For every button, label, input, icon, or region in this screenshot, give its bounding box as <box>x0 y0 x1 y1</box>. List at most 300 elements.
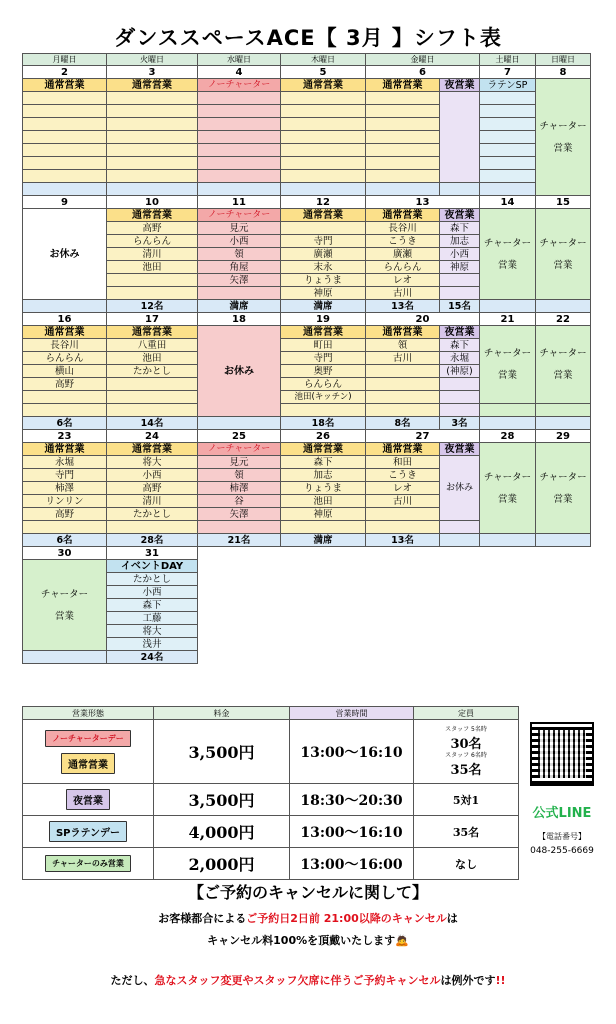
count-cell: 満席 <box>281 534 366 547</box>
count-cell: 6名 <box>23 534 107 547</box>
type-tag: 夜営業 <box>66 789 110 810</box>
shift-cell <box>281 521 366 534</box>
staff-name: 森下 <box>281 456 366 469</box>
staff-name: 和田 <box>366 456 440 469</box>
staff-name: たかとし <box>107 508 198 521</box>
staff-name: たかとし <box>107 365 198 378</box>
staff-name: 森下 <box>440 222 480 235</box>
staff-name <box>198 287 281 300</box>
day-number: 6 <box>366 66 480 79</box>
count-cell <box>536 417 591 430</box>
regular-label: 通常営業 <box>366 209 440 222</box>
staff-name: 池田(キッチン) <box>281 391 366 404</box>
rest-cell: お休み <box>198 326 281 417</box>
charter-text: 営業 <box>497 370 517 381</box>
staff-name: 小西 <box>107 469 198 482</box>
day-number: 22 <box>536 313 591 326</box>
night-label: 夜営業 <box>440 443 480 456</box>
charter-text: 営業 <box>553 142 573 154</box>
shift-cell <box>23 105 107 118</box>
shift-cell <box>198 131 281 144</box>
charter-text: 営業 <box>553 370 573 381</box>
shift-cell <box>198 157 281 170</box>
nocharter-label: ノーチャーター <box>198 443 281 456</box>
count-cell <box>23 651 107 664</box>
day-number: 18 <box>198 313 281 326</box>
count-cell: 満席 <box>281 300 366 313</box>
charter-block <box>23 560 107 651</box>
day-number: 5 <box>281 66 366 79</box>
charter-text: 営業 <box>497 493 517 505</box>
shift-cell <box>198 521 281 534</box>
charter-text: チャーター <box>539 348 587 359</box>
staff-name: 森下 <box>107 599 198 612</box>
charter-text: 営業 <box>553 259 573 271</box>
staff-name <box>440 378 480 391</box>
rate-header: 定員 <box>414 707 519 720</box>
shift-cell <box>480 92 536 105</box>
blank-area <box>198 547 591 664</box>
staff-name <box>366 391 440 404</box>
count-cell: 13名 <box>366 300 440 313</box>
charter-block <box>480 209 536 300</box>
count-cell <box>107 183 198 196</box>
charter-block <box>480 326 536 404</box>
staff-name <box>107 378 198 391</box>
night-label: 夜営業 <box>440 326 480 339</box>
shift-cell <box>107 404 198 417</box>
staff-name: 高野 <box>107 482 198 495</box>
staff-name: 古川 <box>366 287 440 300</box>
day-number: 16 <box>23 313 107 326</box>
day-number: 3 <box>107 66 198 79</box>
count-cell: 3名 <box>440 417 480 430</box>
price: 3,500円 <box>154 784 290 816</box>
rest-cell: お休み <box>440 456 480 521</box>
count-cell: 13名 <box>366 534 440 547</box>
hours: 13:00〜16:00 <box>290 848 414 880</box>
regular-label: 通常営業 <box>366 326 440 339</box>
shift-cell <box>23 521 107 534</box>
cancel-title: 【ご予約のキャンセルに関して】 <box>187 883 428 902</box>
cancel-text: は <box>446 912 458 925</box>
charter-text: チャーター <box>539 471 587 483</box>
staff-name: 横山 <box>23 365 107 378</box>
staff-name: 末永 <box>281 261 366 274</box>
cancel-highlight: 急なスタッフ変更やスタッフ欠席に伴うご予約キャンセル <box>154 974 441 987</box>
staff-name: 奥野 <box>281 365 366 378</box>
staff-name <box>107 274 198 287</box>
shift-cell <box>366 157 440 170</box>
shift-cell <box>107 144 198 157</box>
staff-name: 加志 <box>440 235 480 248</box>
staff-name: 永堀 <box>440 352 480 365</box>
staff-name: 領 <box>198 469 281 482</box>
charter-text: チャーター <box>483 471 532 483</box>
rest-cell: お休み <box>23 209 107 300</box>
shift-cell <box>366 92 440 105</box>
capacity-note: スタッフ 6名時 <box>445 751 487 759</box>
capacity: なし <box>414 848 519 880</box>
day-number: 30 <box>23 547 107 560</box>
staff-name: 神原 <box>281 508 366 521</box>
shift-cell <box>281 170 366 183</box>
nocharter-label: ノーチャーター <box>198 79 281 92</box>
shift-cell <box>366 521 440 534</box>
staff-name: 長谷川 <box>23 339 107 352</box>
staff-name: らんらん <box>366 261 440 274</box>
day-number: 7 <box>480 66 536 79</box>
day-number: 28 <box>480 430 536 443</box>
regular-label: 通常営業 <box>281 79 366 92</box>
capacity: 30名 <box>450 736 482 752</box>
regular-label: 通常営業 <box>281 326 366 339</box>
day-number: 21 <box>480 313 536 326</box>
charter-block <box>480 443 536 534</box>
cancel-text: は例外です <box>440 974 496 987</box>
price: 4,000円 <box>154 816 290 848</box>
staff-name: レオ <box>366 482 440 495</box>
staff-name: 小西 <box>440 248 480 261</box>
regular-label: 通常営業 <box>23 79 107 92</box>
cancel-text: お客様都合による <box>158 912 247 925</box>
shift-cell <box>480 144 536 157</box>
hours: 18:30〜20:30 <box>290 784 414 816</box>
rate-header: 営業時間 <box>290 707 414 720</box>
shift-cell <box>198 170 281 183</box>
staff-name <box>23 391 107 404</box>
qr-code-icon[interactable] <box>530 722 594 786</box>
latin-sp-label: ラテンSP <box>480 79 536 92</box>
shift-calendar <box>22 53 591 664</box>
count-cell <box>281 183 366 196</box>
night-label: 夜営業 <box>440 79 480 92</box>
staff-name <box>440 391 480 404</box>
regular-label: 通常営業 <box>107 209 198 222</box>
staff-name <box>440 274 480 287</box>
shift-cell <box>480 170 536 183</box>
day-number: 14 <box>480 196 536 209</box>
contact-panel <box>522 722 602 856</box>
weekday-mon: 月曜日 <box>23 54 107 66</box>
day-number: 20 <box>366 313 480 326</box>
day-number: 8 <box>536 66 591 79</box>
capacity: 35名 <box>450 762 482 778</box>
capacity: 35名 <box>414 816 519 848</box>
type-tag: SPラテンデー <box>49 821 127 842</box>
staff-name: こうき <box>366 235 440 248</box>
staff-name <box>366 508 440 521</box>
staff-name: 高野 <box>23 508 107 521</box>
count-cell <box>440 534 480 547</box>
shift-cell <box>107 521 198 534</box>
shift-cell <box>281 105 366 118</box>
shift-cell <box>480 118 536 131</box>
staff-name: 廣瀬 <box>366 248 440 261</box>
count-cell <box>480 417 536 430</box>
day-number: 13 <box>366 196 480 209</box>
regular-label: 通常営業 <box>23 443 107 456</box>
day-number: 12 <box>281 196 366 209</box>
staff-name: 加志 <box>281 469 366 482</box>
staff-name <box>107 287 198 300</box>
count-cell <box>480 300 536 313</box>
staff-name: 森下 <box>440 339 480 352</box>
weekday-sat: 土曜日 <box>480 54 536 66</box>
type-tag: チャーターのみ営業 <box>45 855 131 872</box>
charter-block <box>536 209 591 300</box>
shift-cell <box>23 157 107 170</box>
rate-header: 料金 <box>154 707 290 720</box>
regular-label: 通常営業 <box>366 79 440 92</box>
rate-type-cell <box>23 848 154 880</box>
staff-name: たかとし <box>107 573 198 586</box>
regular-label: 通常営業 <box>107 326 198 339</box>
staff-name: りょうま <box>281 274 366 287</box>
count-cell: 満席 <box>198 300 281 313</box>
staff-name: 寺門 <box>281 352 366 365</box>
staff-name: 見元 <box>198 456 281 469</box>
count-cell: 28名 <box>107 534 198 547</box>
staff-name: らんらん <box>23 352 107 365</box>
count-cell: 12名 <box>107 300 198 313</box>
shift-cell <box>198 118 281 131</box>
count-cell: 15名 <box>440 300 480 313</box>
staff-name: 古川 <box>366 495 440 508</box>
staff-name: 永堀 <box>23 456 107 469</box>
count-cell: 24名 <box>107 651 198 664</box>
day-number: 23 <box>23 430 107 443</box>
night-label: 夜営業 <box>440 209 480 222</box>
hours: 13:00〜16:10 <box>290 720 414 784</box>
staff-name: 町田 <box>281 339 366 352</box>
hours: 13:00〜16:10 <box>290 816 414 848</box>
day-number: 17 <box>107 313 198 326</box>
shift-cell <box>198 105 281 118</box>
count-cell <box>536 300 591 313</box>
staff-name: 寺門 <box>23 469 107 482</box>
staff-name: 長谷川 <box>366 222 440 235</box>
shift-cell <box>23 92 107 105</box>
count-cell <box>23 300 107 313</box>
nocharter-label: ノーチャーター <box>198 209 281 222</box>
staff-name: こうき <box>366 469 440 482</box>
weekday-fri: 金曜日 <box>366 54 480 66</box>
page-title: ダンススペースACE【 3月 】シフト表 <box>114 26 502 50</box>
staff-name: りょうま <box>281 482 366 495</box>
staff-name: 領 <box>366 339 440 352</box>
count-cell <box>23 183 107 196</box>
shift-cell <box>23 170 107 183</box>
shift-cell <box>281 131 366 144</box>
count-cell: 18名 <box>281 417 366 430</box>
type-tag: 通常営業 <box>61 753 115 774</box>
staff-name: 小西 <box>198 235 281 248</box>
shift-cell <box>281 144 366 157</box>
day-number: 9 <box>23 196 107 209</box>
shift-cell <box>107 105 198 118</box>
count-cell <box>536 534 591 547</box>
line-link[interactable]: 公式LINE <box>532 806 592 821</box>
shift-cell <box>440 521 480 534</box>
shift-cell <box>198 92 281 105</box>
rate-type-cell <box>23 720 154 784</box>
price: 2,000円 <box>154 848 290 880</box>
shift-cell <box>366 144 440 157</box>
shift-cell <box>366 404 440 417</box>
charter-text: チャーター <box>40 588 89 600</box>
shift-cell <box>366 105 440 118</box>
staff-name: リンリン <box>23 495 107 508</box>
event-day-label: イベントDAY <box>107 560 198 573</box>
count-cell <box>480 183 536 196</box>
count-cell: 8名 <box>366 417 440 430</box>
shift-cell <box>281 118 366 131</box>
shift-cell <box>281 404 366 417</box>
shift-cell <box>107 170 198 183</box>
count-cell: 14名 <box>107 417 198 430</box>
staff-name <box>107 391 198 404</box>
day-number: 29 <box>536 430 591 443</box>
cancel-line-3 <box>0 972 616 988</box>
staff-name: 高野 <box>107 222 198 235</box>
staff-name: 廣瀬 <box>281 248 366 261</box>
staff-name: 古川 <box>366 352 440 365</box>
day-number: 24 <box>107 430 198 443</box>
shift-cell <box>281 92 366 105</box>
staff-name <box>366 378 440 391</box>
charter-text: チャーター <box>539 120 587 132</box>
staff-name: 池田 <box>281 495 366 508</box>
weekday-sun: 日曜日 <box>536 54 591 66</box>
shift-cell <box>198 144 281 157</box>
shift-cell <box>107 92 198 105</box>
staff-name: 小西 <box>107 586 198 599</box>
weekday-thu: 木曜日 <box>281 54 366 66</box>
charter-text: チャーター <box>483 348 532 359</box>
cancel-text: キャンセル料100%を頂戴いたします <box>207 934 396 947</box>
charter-text: 営業 <box>497 259 517 271</box>
tel-label: 【電話番号】 <box>538 832 586 841</box>
cancel-highlight: ご予約日2日前 21:00以降のキャンセル <box>246 912 447 925</box>
count-cell: 6名 <box>23 417 107 430</box>
staff-name: (神原) <box>440 365 480 378</box>
shift-cell <box>440 404 480 417</box>
staff-name: らんらん <box>281 378 366 391</box>
rate-type-cell <box>23 784 154 816</box>
charter-text: 営業 <box>54 610 74 622</box>
shift-cell <box>23 144 107 157</box>
day-number: 27 <box>366 430 480 443</box>
staff-name: 池田 <box>107 352 198 365</box>
weekday-wed: 水曜日 <box>198 54 281 66</box>
weekday-tue: 火曜日 <box>107 54 198 66</box>
staff-name: 領 <box>198 248 281 261</box>
staff-name: 将大 <box>107 456 198 469</box>
shift-cell <box>281 157 366 170</box>
staff-name <box>366 365 440 378</box>
day-number: 19 <box>281 313 366 326</box>
staff-name: 神原 <box>440 261 480 274</box>
staff-name: 神原 <box>281 287 366 300</box>
rate-type-cell <box>23 816 154 848</box>
shift-cell <box>366 118 440 131</box>
shift-cell <box>107 157 198 170</box>
charter-text: 営業 <box>553 493 573 505</box>
day-number: 11 <box>198 196 281 209</box>
staff-name: レオ <box>366 274 440 287</box>
rate-header: 営業形態 <box>23 707 154 720</box>
tel-number[interactable]: 048-255-6669 <box>530 846 594 856</box>
cancel-highlight: !! <box>495 974 506 987</box>
day-number: 4 <box>198 66 281 79</box>
shift-cell <box>23 131 107 144</box>
staff-name: 矢澤 <box>198 508 281 521</box>
shift-cell <box>480 105 536 118</box>
charter-block <box>536 326 591 404</box>
cancel-text: ただし、 <box>110 974 155 987</box>
count-cell <box>198 417 281 430</box>
capacity: 5対1 <box>414 784 519 816</box>
bow-emoji-icon: 🙇 <box>395 934 409 947</box>
staff-name: 柿澤 <box>198 482 281 495</box>
cancel-line-1 <box>0 910 616 926</box>
capacity-cell <box>414 720 519 784</box>
shift-cell <box>480 404 536 417</box>
staff-name: 矢澤 <box>198 274 281 287</box>
regular-label: 通常営業 <box>23 326 107 339</box>
charter-block <box>536 443 591 534</box>
shift-cell <box>536 404 591 417</box>
staff-name: 将大 <box>107 625 198 638</box>
count-cell <box>440 183 480 196</box>
count-cell <box>366 183 440 196</box>
regular-label: 通常営業 <box>107 443 198 456</box>
staff-name: 柿澤 <box>23 482 107 495</box>
count-cell <box>198 183 281 196</box>
night-cell <box>440 92 480 183</box>
count-cell <box>480 534 536 547</box>
type-tag: ノーチャーターデー <box>45 730 131 747</box>
cancel-line-2 <box>0 932 616 948</box>
shift-cell <box>107 131 198 144</box>
capacity-note: スタッフ 5名時 <box>445 725 487 733</box>
charter-text: チャーター <box>483 237 532 249</box>
staff-name: 清川 <box>107 248 198 261</box>
staff-name <box>440 287 480 300</box>
shift-cell <box>107 118 198 131</box>
regular-label: 通常営業 <box>107 79 198 92</box>
regular-label: 通常営業 <box>366 443 440 456</box>
regular-label: 通常営業 <box>281 209 366 222</box>
staff-name: 浅井 <box>107 638 198 651</box>
day-number: 2 <box>23 66 107 79</box>
rate-table <box>22 706 519 880</box>
price: 3,500円 <box>154 720 290 784</box>
staff-name: 八重田 <box>107 339 198 352</box>
staff-name: 工藤 <box>107 612 198 625</box>
day-number: 25 <box>198 430 281 443</box>
staff-name: 寺門 <box>281 235 366 248</box>
regular-label: 通常営業 <box>281 443 366 456</box>
day-number: 10 <box>107 196 198 209</box>
shift-cell <box>366 131 440 144</box>
shift-cell <box>480 131 536 144</box>
charter-text: チャーター <box>539 237 587 249</box>
day-number: 15 <box>536 196 591 209</box>
staff-name: 見元 <box>198 222 281 235</box>
staff-name: 角屋 <box>198 261 281 274</box>
